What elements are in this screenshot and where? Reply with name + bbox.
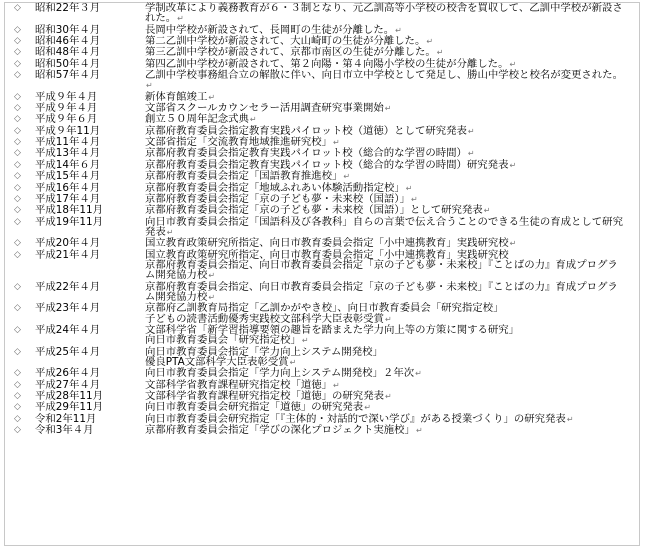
entry-text: 京都府教育委員会指定教育実践パイロット校（総合的な学習の時間）↵	[145, 147, 475, 160]
entry-text: 長岡中学校が新設されて、長岡町の生徒が分離した。↵	[145, 23, 402, 36]
diamond-bullet-icon: ◇	[14, 171, 21, 182]
history-entry	[14, 282, 639, 304]
entry-date: 昭和30年４月	[35, 23, 101, 36]
entry-date: 平成11年４月	[35, 136, 101, 149]
history-entry	[14, 368, 639, 379]
entry-date: 平成９年４月	[35, 102, 98, 115]
history-entry	[14, 217, 639, 239]
entry-text: 京都府教育委員会指定「地域ふれあい体験活動指定校」↵	[145, 181, 413, 194]
paragraph-return-icon: ↵	[410, 194, 418, 204]
paragraph-return-icon: ↵	[333, 380, 340, 390]
entry-date: 平成９年11月	[35, 124, 101, 137]
entry-date: 平成28年11月	[35, 390, 104, 403]
entry-text: 京都府教育委員会指定、向日市教育委員会指定「京の子ども夢・未来校」『ことばの力』育成プログラム開発協力校↵	[145, 280, 618, 303]
paragraph-return-icon: ↵	[566, 414, 574, 424]
entry-text: 文部科学省教育課程研究指定校「道徳」の研究発表↵	[145, 390, 392, 403]
paragraph-return-icon: ↵	[301, 336, 309, 346]
entry-date: 平成18年11月	[35, 204, 104, 217]
paragraph-return-icon: ↵	[436, 48, 444, 58]
paragraph-return-icon: ↵	[509, 160, 517, 170]
diamond-bullet-icon: ◇	[14, 391, 21, 402]
entry-date: 平成22年４月	[35, 280, 101, 293]
diamond-bullet-icon: ◇	[14, 103, 21, 114]
entry-text: 向日市教育委員会研究指定「道徳」の研究発表↵	[145, 401, 371, 414]
paragraph-return-icon: ↵	[208, 292, 216, 302]
entry-text: 京都府教育委員会指定「京の子ども夢・未来校（国語）」↵	[145, 192, 418, 205]
diamond-bullet-icon: ◇	[14, 368, 21, 379]
entry-date: 平成14年６月	[35, 158, 101, 171]
entry-date: 平成25年４月	[35, 345, 101, 358]
paragraph-return-icon: ↵	[208, 92, 216, 102]
history-entry	[14, 171, 639, 182]
paragraph-return-icon: ↵	[249, 115, 257, 125]
diamond-bullet-icon: ◇	[14, 125, 21, 136]
history-entry	[14, 238, 639, 249]
entry-text: 文部省指定「交流教育地域推進研究校」↵	[145, 136, 340, 149]
diamond-bullet-icon: ◇	[14, 70, 21, 81]
entry-text: 向日市教育委員会指定「学力向上システム開発校」 優良PTA文部科学大臣表彰受賞↵	[145, 345, 383, 368]
diamond-bullet-icon: ◇	[14, 205, 21, 216]
diamond-bullet-icon: ◇	[14, 425, 21, 436]
paragraph-return-icon: ↵	[467, 149, 475, 159]
entry-text: 文部科学省「新学習指導要領の趣旨を踏まえた学力向上等の方策に関する研究」 向日市教育委員会「研究指定校」↵	[145, 323, 520, 347]
entry-date: 令和3年４月	[35, 424, 94, 437]
entry-date: 平成29年11月	[35, 401, 104, 414]
paragraph-return-icon: ↵	[467, 126, 475, 136]
diamond-bullet-icon: ◇	[14, 249, 21, 260]
entry-text: 新体育館竣工↵	[145, 90, 216, 103]
paragraph-return-icon: ↵	[384, 104, 392, 114]
paragraph-return-icon: ↵	[415, 426, 423, 436]
entry-text: 創立５０周年記念式典↵	[145, 113, 257, 126]
entry-date: 令和2年11月	[35, 412, 97, 425]
diamond-bullet-icon: ◇	[14, 36, 21, 47]
paragraph-return-icon: ↵	[509, 59, 517, 69]
diamond-bullet-icon: ◇	[14, 182, 21, 193]
entry-text: 京都府乙訓教育局指定「乙訓かがやき校」、向日市教育委員会「研究指定校」 子どもの読書活動優秀実践校文部科学大臣表彰受賞↵	[145, 302, 504, 325]
paragraph-return-icon: ↵	[208, 271, 216, 281]
diamond-bullet-icon: ◇	[14, 238, 21, 249]
entry-date: 平成24年４月	[35, 323, 101, 336]
entry-text: 京都府教育委員会指定教育実践パイロット校（総合的な学習の時間）研究発表↵	[145, 158, 517, 171]
entry-date: 平成９年４月	[35, 90, 98, 103]
diamond-bullet-icon: ◇	[14, 3, 21, 13]
diamond-bullet-icon: ◇	[14, 413, 21, 424]
diamond-bullet-icon: ◇	[14, 346, 21, 357]
history-entry	[14, 250, 639, 282]
diamond-bullet-icon: ◇	[14, 281, 21, 292]
paragraph-return-icon: ↵	[426, 37, 434, 47]
entry-date: 平成17年４月	[35, 192, 101, 205]
entry-text: 京都府教育委員会指定教育実践パイロット校（道徳）として研究発表↵	[145, 124, 475, 137]
paragraph-return-icon: ↵	[333, 138, 340, 148]
diamond-bullet-icon: ◇	[14, 159, 21, 170]
entry-date: 平成15年４月	[35, 170, 101, 183]
entry-text: 京都府教育委員会指定「学びの深化プロジェクト実施校」↵	[145, 424, 423, 437]
paragraph-return-icon: ↵	[415, 369, 422, 379]
paragraph-return-icon: ↵	[395, 25, 402, 35]
history-entry	[14, 103, 639, 114]
history-entry	[14, 325, 639, 347]
paragraph-return-icon: ↵	[384, 392, 392, 402]
entry-text: 国立教育政策研究所指定、向日市教育委員会指定「小中連携教育」実践研究校↵	[145, 237, 517, 250]
entry-text: 学制改革により義務教育が６・３制となり、元乙訓高等小学校の校舎を買収して、乙訓中学校が新設された。↵	[145, 2, 623, 25]
entry-text: 京都府教育委員会指定「京の子ども夢・未来校（国語）」として研究発表↵	[145, 204, 491, 217]
paragraph-return-icon: ↵	[384, 314, 392, 324]
paragraph-return-icon: ↵	[405, 183, 413, 193]
paragraph-return-icon: ↵	[364, 403, 371, 413]
entry-text: 第二乙訓中学校が新設されて、大山崎町の生徒が分離した。↵	[145, 35, 434, 48]
paragraph-return-icon: ↵	[146, 81, 153, 91]
paragraph-return-icon: ↵	[343, 172, 351, 182]
entry-date: 昭和48年４月	[35, 46, 101, 59]
entry-date: 昭和57年４月	[35, 69, 101, 82]
diamond-bullet-icon: ◇	[14, 24, 21, 35]
paragraph-return-icon: ↵	[289, 358, 297, 367]
entry-date: 昭和22年３月	[35, 2, 101, 14]
entry-text: 国立教育政策研究所指定、向日市教育委員会指定「小中連携教育」実践研究校 京都府教育委員会指定、向日市教育委員会指定「京の子ども夢・未来校」『ことばの力』育成プログラム開発協力校↵	[145, 248, 618, 282]
diamond-bullet-icon: ◇	[14, 114, 21, 125]
paragraph-return-icon: ↵	[166, 227, 174, 237]
diamond-bullet-icon: ◇	[14, 137, 21, 148]
diamond-bullet-icon: ◇	[14, 379, 21, 390]
entry-text: 向日市教育委員会指定「国語科及び各教科」自らの言葉で伝え合うことのできる生徒の育成として研究発表↵	[145, 215, 623, 238]
entry-text: 第三乙訓中学校が新設されて、京都市南区の生徒が分離した。↵	[145, 46, 444, 59]
entry-text: 乙訓中学校事務組合立の解散に伴い、向日市立中学校として発足し、勝山中学校と校名が変更された。↵	[145, 69, 623, 91]
diamond-bullet-icon: ◇	[14, 324, 21, 335]
diamond-bullet-icon: ◇	[14, 402, 21, 413]
history-entry	[14, 205, 639, 216]
paragraph-return-icon: ↵	[509, 239, 517, 249]
paragraph-return-icon: ↵	[483, 206, 491, 216]
diamond-bullet-icon: ◇	[14, 193, 21, 204]
diamond-bullet-icon: ◇	[14, 216, 21, 227]
history-entry	[14, 425, 639, 436]
entry-text: 京都府教育委員会指定「国語教育推進校」↵	[145, 170, 351, 183]
diamond-bullet-icon: ◇	[14, 47, 21, 58]
diamond-bullet-icon: ◇	[14, 58, 21, 69]
entry-text: 文部科学省教育課程研究指定校「道徳」↵	[145, 378, 340, 391]
diamond-bullet-icon: ◇	[14, 91, 21, 102]
entry-date: 昭和46年４月	[35, 35, 101, 48]
entry-date: 平成21年４月	[35, 248, 101, 261]
entry-date: 平成27年４月	[35, 378, 101, 391]
history-entry	[14, 3, 639, 25]
entry-date: 平成26年４月	[35, 367, 101, 380]
entry-date: 昭和50年４月	[35, 57, 101, 70]
history-entry	[14, 347, 639, 369]
entry-date: 平成19年11月	[35, 215, 104, 228]
entry-text: 文部省スクールカウンセラー活用調査研究事業開始↵	[145, 102, 392, 115]
entry-date: 平成13年４月	[35, 147, 101, 160]
entry-date: 平成23年４月	[35, 302, 101, 315]
paragraph-return-icon: ↵	[177, 14, 184, 24]
entry-text: 向日市教育委員会研究指定「『主体的・対話的で深い学び』がある授業づくり」の研究発表↵	[145, 412, 574, 425]
diamond-bullet-icon: ◇	[14, 303, 21, 314]
history-entry	[14, 303, 639, 325]
entry-date: 平成９年６月	[35, 113, 98, 126]
entry-text: 向日市教育委員会指定「学力向上システム開発校」２年次↵	[145, 367, 422, 380]
entry-text: 第四乙訓中学校が新設されて、第２向陽・第４向陽小学校の生徒が分離した。↵	[145, 57, 517, 70]
history-entry	[14, 70, 639, 92]
entry-date: 平成20年４月	[35, 237, 101, 250]
entry-date: 平成16年４月	[35, 181, 101, 194]
diamond-bullet-icon: ◇	[14, 148, 21, 159]
history-document	[14, 3, 639, 436]
